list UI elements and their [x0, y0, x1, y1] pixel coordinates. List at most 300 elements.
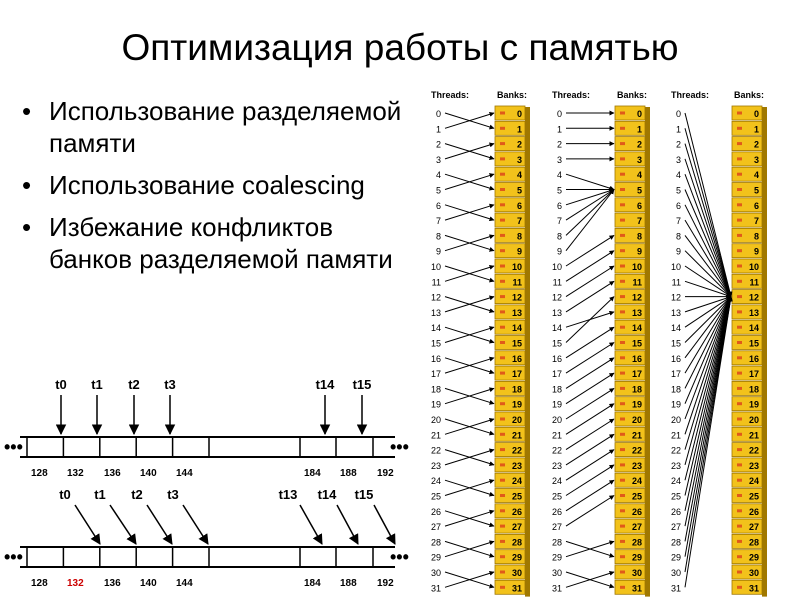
thread-index-label: 27 [430, 522, 441, 533]
bank-index-label: 5 [753, 185, 759, 196]
threads-header: Threads: [431, 90, 470, 100]
bullet-item [20, 95, 410, 159]
bank-cell-marker [620, 418, 625, 421]
thread-label: t0 [55, 377, 67, 392]
bank-index-label: 5 [516, 185, 522, 196]
bank-cell-marker [620, 173, 625, 176]
thread-index-label: 7 [675, 216, 681, 227]
thread-index-label: 15 [551, 338, 562, 349]
thread-index-label: 29 [670, 552, 681, 563]
bank-cell-marker [737, 280, 742, 283]
thread-to-bank-arrow [566, 281, 614, 312]
aligned-access-row [4, 377, 409, 479]
bank-index-label: 18 [748, 384, 759, 395]
thread-index-label: 30 [670, 568, 681, 578]
thread-index-label: 11 [671, 277, 681, 288]
bank-cell-marker [620, 372, 625, 375]
bank-index-label: 27 [748, 522, 759, 533]
bank-cell-marker [620, 448, 625, 451]
bank-cell-marker [737, 372, 742, 375]
thread-index-label: 10 [670, 262, 681, 272]
bank-index-label: 6 [636, 200, 642, 211]
thread-index-label: 4 [556, 170, 562, 181]
bank-index-label: 11 [512, 277, 522, 288]
thread-index-label: 23 [551, 460, 562, 471]
thread-index-label: 25 [670, 491, 681, 502]
thread-label: t13 [278, 487, 298, 502]
thread-to-bank-arrow [685, 297, 731, 588]
bank-cell-marker [500, 188, 505, 191]
bank-cell-marker [620, 555, 625, 558]
thread-index-label: 7 [435, 216, 441, 227]
bank-index-label: 29 [631, 552, 642, 563]
thread-index-label: 1 [435, 124, 441, 135]
bank-index-label: 17 [631, 369, 642, 380]
bank-index-label: 14 [748, 323, 759, 334]
thread-index-label: 17 [430, 369, 441, 380]
thread-index-label: 27 [670, 522, 681, 533]
bank-cell-marker [737, 448, 742, 451]
bank-index-label: 1 [636, 124, 642, 135]
bank-cell-marker [737, 509, 742, 512]
bank-index-label: 6 [516, 200, 522, 211]
bullet-text: Избежание конфликтов банков разделяемой памяти [49, 212, 393, 274]
bank-index-label: 31 [631, 583, 642, 594]
thread-index-label: 20 [430, 415, 441, 425]
bank-cell-marker [620, 571, 625, 574]
bank-cell-marker [737, 127, 742, 130]
bank-index-label: 15 [748, 338, 759, 349]
bank-cell-marker [500, 571, 505, 574]
bank-cell-marker [620, 402, 625, 405]
address-label: 128 [31, 578, 48, 589]
bank-cell-marker [737, 112, 742, 115]
bank-cell-marker [500, 402, 505, 405]
bank-cell-marker [620, 479, 625, 482]
bank-index-label: 26 [631, 506, 642, 517]
ellipsis-left: ••• [4, 437, 23, 457]
address-label: 140 [140, 468, 157, 479]
thread-index-label: 28 [430, 537, 441, 548]
bank-cell-marker [500, 295, 505, 298]
bank-column-side [645, 107, 650, 597]
bank-index-label: 0 [516, 109, 522, 119]
bank-index-label: 30 [748, 568, 759, 578]
bank-index-label: 1 [753, 124, 759, 135]
bank-cell-marker [500, 326, 505, 329]
threads-header: Threads: [552, 90, 591, 100]
bank-index-label: 13 [511, 307, 522, 318]
thread-index-label: 0 [556, 109, 562, 119]
thread-access-arrow [300, 505, 322, 544]
bank-cell-marker [500, 372, 505, 375]
bank-cell-marker [620, 433, 625, 436]
bank-index-label: 17 [748, 369, 759, 380]
thread-index-label: 24 [430, 476, 441, 487]
thread-index-label: 28 [670, 537, 681, 548]
thread-index-label: 16 [430, 353, 441, 364]
bank-index-label: 28 [631, 537, 642, 548]
thread-to-bank-arrow [566, 404, 614, 435]
address-label: 132 [67, 468, 84, 479]
thread-index-label: 6 [435, 200, 441, 211]
thread-index-label: 8 [435, 231, 441, 242]
thread-to-bank-arrow [566, 450, 614, 481]
thread-to-bank-arrow [566, 496, 614, 527]
thread-access-arrow [337, 505, 358, 544]
misaligned-access-row [4, 487, 409, 589]
bank-index-label: 23 [511, 460, 522, 471]
thread-to-bank-arrow [566, 190, 614, 205]
bank-index-label: 24 [631, 476, 642, 487]
thread-to-bank-arrow [566, 358, 614, 389]
bank-cell-marker [500, 433, 505, 436]
thread-to-bank-arrow [566, 235, 614, 266]
bank-index-label: 28 [748, 537, 759, 548]
bank-index-label: 13 [748, 307, 759, 318]
thread-index-label: 18 [551, 384, 562, 395]
bank-index-label: 17 [511, 369, 522, 380]
bank-index-label: 3 [516, 154, 522, 165]
address-label: 144 [176, 468, 193, 479]
bank-cell-marker [620, 234, 625, 237]
bank-index-label: 9 [753, 246, 759, 257]
bank-index-label: 9 [636, 246, 642, 257]
bank-index-label: 27 [631, 522, 642, 533]
bank-cell-marker [500, 387, 505, 390]
bank-cell-marker [737, 571, 742, 574]
thread-to-bank-arrow [566, 327, 614, 358]
bank-index-label: 21 [631, 430, 642, 441]
ellipsis-right: ••• [390, 547, 409, 567]
bank-cell-marker [737, 555, 742, 558]
bank-cell-marker [737, 356, 742, 359]
bank-cell-marker [500, 418, 505, 421]
thread-index-label: 2 [556, 139, 562, 150]
bank-cell-marker [737, 387, 742, 390]
bank-index-label: 19 [511, 399, 522, 410]
bank-cell-marker [500, 249, 505, 252]
thread-index-label: 21 [551, 430, 562, 441]
bank-index-label: 6 [753, 200, 759, 211]
bank-index-label: 20 [511, 415, 522, 425]
address-label: 144 [176, 578, 193, 589]
bank-index-label: 20 [631, 415, 642, 425]
bank-index-label: 2 [516, 139, 522, 150]
bank-index-label: 25 [511, 491, 522, 502]
thread-to-bank-arrow [566, 480, 614, 511]
bank-cell-marker [620, 295, 625, 298]
thread-index-label: 15 [670, 338, 681, 349]
bank-index-label: 11 [632, 277, 642, 288]
slide-title: Оптимизация работы с памятью [121, 27, 679, 68]
thread-to-bank-arrow [566, 388, 614, 419]
thread-label: t14 [315, 377, 335, 392]
thread-index-label: 5 [556, 185, 562, 196]
bullet-text: Использование разделяемой памяти [49, 96, 402, 158]
thread-index-label: 0 [675, 109, 681, 119]
thread-index-label: 3 [435, 154, 441, 165]
bank-panel-2 [552, 90, 650, 597]
address-label: 136 [104, 578, 121, 589]
bank-cell-marker [737, 479, 742, 482]
bank-index-label: 12 [748, 292, 759, 303]
bank-cell-marker [500, 219, 505, 222]
thread-index-label: 26 [430, 506, 441, 517]
thread-to-bank-arrow [566, 343, 614, 374]
bank-cell-marker [737, 463, 742, 466]
bank-cell-marker [620, 387, 625, 390]
bank-index-label: 9 [516, 246, 522, 257]
bank-cell-marker [500, 280, 505, 283]
bank-cell-marker [737, 433, 742, 436]
banks-header: Banks: [734, 90, 765, 100]
bank-cell-marker [500, 494, 505, 497]
bank-index-label: 16 [748, 353, 759, 364]
bank-cell-marker [620, 127, 625, 130]
bank-index-label: 5 [636, 185, 642, 196]
thread-label: t3 [164, 377, 176, 392]
thread-index-label: 22 [551, 445, 562, 456]
bank-cell-marker [737, 540, 742, 543]
thread-index-label: 10 [430, 262, 441, 272]
bank-index-label: 30 [631, 568, 642, 578]
bank-cell-marker [620, 157, 625, 160]
bullet-text: Использование coalescing [49, 170, 365, 200]
bullet-dot-icon: • [22, 170, 32, 200]
bank-conflict-diagrams [400, 0, 800, 600]
bank-cell-marker [620, 326, 625, 329]
thread-index-label: 11 [431, 277, 441, 288]
thread-label: t1 [94, 487, 106, 502]
bank-index-label: 31 [511, 583, 522, 594]
thread-index-label: 29 [551, 552, 562, 563]
bank-cell-marker [620, 356, 625, 359]
bank-index-label: 12 [511, 292, 522, 303]
bank-index-label: 18 [511, 384, 522, 395]
thread-index-label: 26 [551, 506, 562, 517]
thread-index-label: 17 [670, 369, 681, 380]
bank-column-side [762, 107, 767, 597]
bank-index-label: 12 [631, 292, 642, 303]
bank-cell-marker [620, 219, 625, 222]
bank-cell-marker [737, 586, 742, 589]
thread-index-label: 22 [430, 445, 441, 456]
bank-cell-marker [500, 112, 505, 115]
bullet-dot-icon: • [22, 96, 32, 126]
bank-index-label: 1 [516, 124, 522, 135]
bank-index-label: 16 [511, 353, 522, 364]
thread-to-bank-arrow [685, 220, 731, 297]
bank-index-label: 4 [516, 170, 522, 181]
ellipsis-right: ••• [390, 437, 409, 457]
thread-index-label: 12 [551, 292, 562, 303]
thread-index-label: 7 [556, 216, 562, 227]
bank-cell-marker [500, 586, 505, 589]
thread-index-label: 30 [430, 568, 441, 578]
thread-index-label: 0 [435, 109, 441, 119]
thread-label: t15 [354, 487, 374, 502]
thread-access-arrow [147, 505, 172, 544]
bank-cell-marker [620, 525, 625, 528]
ellipsis-left: ••• [4, 547, 23, 567]
bank-cell-marker [500, 234, 505, 237]
address-label: 132 [67, 578, 84, 589]
bank-index-label: 30 [511, 568, 522, 578]
thread-to-bank-arrow [566, 190, 614, 221]
bank-cell-marker [737, 219, 742, 222]
bank-index-label: 10 [631, 262, 642, 272]
bank-index-label: 21 [511, 430, 522, 441]
bank-index-label: 10 [748, 262, 759, 272]
bank-cell-marker [737, 234, 742, 237]
address-label: 136 [104, 468, 121, 479]
thread-to-bank-arrow [685, 159, 731, 297]
bank-index-label: 10 [511, 262, 522, 272]
bank-cell-marker [620, 203, 625, 206]
thread-to-bank-arrow [566, 434, 614, 465]
bank-index-label: 25 [748, 491, 759, 502]
bank-cell-marker [737, 494, 742, 497]
address-label: 192 [377, 468, 394, 479]
thread-to-bank-arrow [566, 266, 614, 297]
thread-index-label: 27 [551, 522, 562, 533]
threads-header: Threads: [671, 90, 710, 100]
bank-cell-marker [620, 540, 625, 543]
bank-index-label: 23 [631, 460, 642, 471]
thread-index-label: 13 [430, 307, 441, 318]
bank-index-label: 22 [748, 445, 759, 456]
thread-label: t15 [352, 377, 372, 392]
bank-index-label: 14 [511, 323, 522, 334]
thread-index-label: 16 [551, 353, 562, 364]
bank-index-label: 16 [631, 353, 642, 364]
bank-index-label: 0 [636, 109, 642, 119]
bank-cell-marker [500, 479, 505, 482]
bank-cell-marker [500, 203, 505, 206]
bank-index-label: 18 [631, 384, 642, 395]
thread-index-label: 22 [670, 445, 681, 456]
bank-cell-marker [620, 341, 625, 344]
bank-index-label: 19 [631, 399, 642, 410]
bank-panel-3 [671, 90, 767, 597]
bank-cell-marker [500, 265, 505, 268]
thread-to-bank-arrow [566, 190, 614, 236]
bank-cell-marker [500, 173, 505, 176]
thread-to-bank-arrow [566, 190, 614, 251]
banks-header: Banks: [617, 90, 648, 100]
bank-cell-marker [620, 188, 625, 191]
bank-index-label: 25 [631, 491, 642, 502]
thread-index-label: 2 [435, 139, 441, 150]
thread-index-label: 19 [551, 399, 562, 410]
bank-index-label: 8 [636, 231, 642, 242]
bank-index-label: 21 [748, 430, 759, 441]
thread-index-label: 26 [670, 506, 681, 517]
thread-index-label: 10 [551, 262, 562, 272]
bank-index-label: 7 [516, 216, 522, 227]
thread-index-label: 8 [556, 231, 562, 242]
bank-cell-marker [620, 249, 625, 252]
thread-to-bank-arrow [566, 174, 614, 189]
bank-index-label: 0 [753, 109, 759, 119]
address-label: 184 [304, 578, 321, 589]
thread-index-label: 4 [675, 170, 681, 181]
bank-index-label: 27 [511, 522, 522, 533]
bank-cell-marker [620, 586, 625, 589]
thread-index-label: 21 [670, 430, 681, 441]
bank-index-label: 24 [748, 476, 759, 487]
thread-index-label: 25 [551, 491, 562, 502]
thread-index-label: 15 [430, 338, 441, 349]
address-label: 188 [340, 578, 357, 589]
bank-cell-marker [737, 188, 742, 191]
thread-index-label: 31 [430, 583, 441, 594]
address-label: 184 [304, 468, 321, 479]
thread-index-label: 20 [670, 415, 681, 425]
thread-index-label: 5 [435, 185, 441, 196]
bullet-dot-icon: • [22, 212, 32, 242]
bank-index-label: 26 [511, 506, 522, 517]
bank-index-label: 22 [631, 445, 642, 456]
thread-index-label: 23 [430, 460, 441, 471]
bank-index-label: 22 [511, 445, 522, 456]
bank-cell-marker [737, 249, 742, 252]
bullet-item [20, 211, 410, 275]
thread-index-label: 18 [670, 384, 681, 395]
bank-cell-marker [500, 509, 505, 512]
bank-column-side [525, 107, 530, 597]
bank-index-label: 8 [753, 231, 759, 242]
bank-index-label: 7 [636, 216, 642, 227]
bank-cell-marker [620, 310, 625, 313]
thread-label: t2 [131, 487, 143, 502]
address-label: 140 [140, 578, 157, 589]
thread-index-label: 14 [430, 323, 441, 334]
thread-index-label: 13 [551, 307, 562, 318]
thread-index-label: 4 [435, 170, 441, 181]
thread-index-label: 23 [670, 460, 681, 471]
thread-index-label: 12 [430, 292, 441, 303]
bullet-item [20, 169, 410, 201]
bank-index-label: 2 [753, 139, 759, 150]
bank-cell-marker [620, 112, 625, 115]
bank-index-label: 26 [748, 506, 759, 517]
address-label: 188 [340, 468, 357, 479]
thread-index-label: 20 [551, 415, 562, 425]
thread-index-label: 8 [675, 231, 681, 242]
thread-to-bank-arrow [685, 297, 731, 419]
thread-index-label: 9 [556, 246, 562, 257]
thread-index-label: 6 [556, 200, 562, 211]
bank-index-label: 28 [511, 537, 522, 548]
thread-index-label: 31 [551, 583, 562, 594]
bank-index-label: 2 [636, 139, 642, 150]
bullet-list [20, 95, 410, 285]
bank-index-label: 24 [511, 476, 522, 487]
bank-cell-marker [620, 463, 625, 466]
bank-index-label: 3 [753, 154, 759, 165]
bank-cell-marker [737, 142, 742, 145]
bank-cell-marker [500, 356, 505, 359]
bank-cell-marker [500, 341, 505, 344]
bank-cell-marker [737, 157, 742, 160]
thread-index-label: 24 [551, 476, 562, 487]
thread-index-label: 14 [670, 323, 681, 334]
thread-index-label: 9 [435, 246, 441, 257]
bank-cell-marker [500, 525, 505, 528]
coalescing-diagram [0, 377, 430, 600]
